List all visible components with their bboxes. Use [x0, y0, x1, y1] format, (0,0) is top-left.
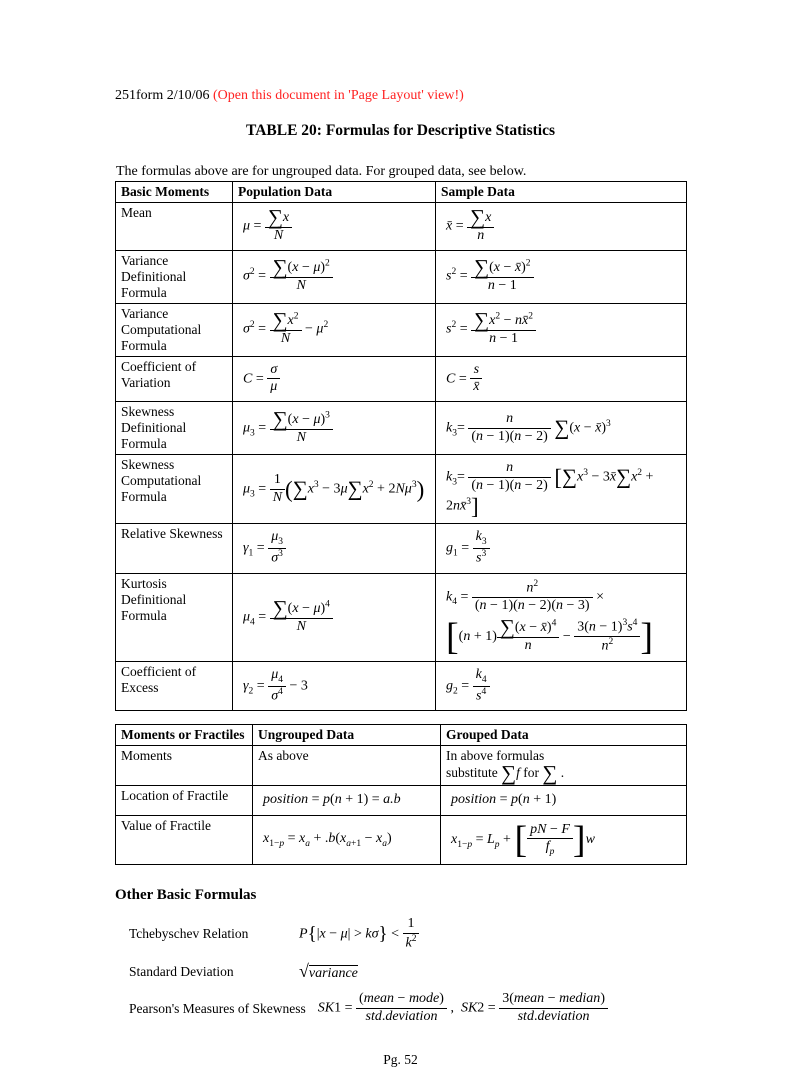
document-header-line [115, 88, 686, 104]
table-row [116, 661, 687, 711]
table-row [116, 523, 687, 573]
value-of-fractile-ungrouped-formula: $x_{1-p} = x_a + .b(x_{a+1} - x_a)$ [253, 816, 441, 865]
variance-definitional-sample-formula: $s^2$ = $\frac{\sum(x - x̄)^2}{n - 1}$ [436, 250, 687, 303]
t1-header-row [116, 182, 687, 203]
pearsons-skewness-formula: SK1 = (mean − mode) std.deviation , SK2 = 3(mean − median) std.deviation [318, 991, 608, 1026]
list-item [129, 991, 686, 1026]
standard-deviation-label: Standard Deviation [129, 963, 234, 979]
list-item [129, 916, 686, 952]
variance-computational-label: Variance Computational Formula [116, 303, 233, 356]
table-row [116, 455, 687, 524]
tchebyschev-relation-label: Tchebyschev Relation [129, 926, 249, 942]
value-of-fractile-label: Value of Fractile [116, 816, 253, 865]
table-row [116, 250, 687, 303]
doc-id: 251form 2/10/06 [115, 88, 210, 103]
value-of-fractile-grouped-formula: $x_{1-p} = L_p$ + [ $\frac{pN - F}{f_p}$ ]w [441, 816, 687, 865]
skewness-computational-label: Skewness Computational Formula [116, 455, 233, 524]
mean-sample-formula: x̄ = $\frac{\sum x}{n}$ [436, 203, 687, 251]
table-row [116, 356, 687, 402]
moments-ungrouped-text: As above [253, 746, 441, 786]
table-row [116, 816, 687, 865]
coefficient-of-variation-label: Coefficient of Variation [116, 356, 233, 402]
standard-deviation-formula: √variance [299, 961, 358, 982]
skewness-definitional-population-formula: $\mu_3$ = $\frac{\sum(x - \mu)^3}{N}$ [233, 402, 436, 455]
t1-header-sample-data: Sample Data [436, 182, 687, 203]
coefficient-of-excess-population-formula: $\gamma_2$ = $\frac{\mu_4}{\sigma^4}$ − 3 [233, 661, 436, 711]
moments-label: Moments [116, 746, 253, 786]
skewness-definitional-label: Skewness Definitional Formula [116, 402, 233, 455]
fractiles-table [115, 724, 687, 865]
table-row [116, 303, 687, 356]
page-title: TABLE 20: Formulas for Descriptive Statistics [246, 122, 555, 139]
variance-computational-sample-formula: $s^2$ = $\frac{\sum x^2 - nx̄^2}{n - 1}$ [436, 303, 687, 356]
table-row [116, 573, 687, 661]
table-row [116, 786, 687, 816]
tchebyschev-relation-formula: P{|x − μ| > kσ} < $\frac{1}{k^2}$ [299, 916, 419, 952]
coefficient-of-variation-sample-formula: C = $\frac{s}{x̄}$ [436, 356, 687, 402]
pearsons-skewness-label: Pearson's Measures of Skewness [129, 1000, 306, 1016]
page-number: Pg. 52 [383, 1052, 418, 1068]
t2-header-grouped-data: Grouped Data [441, 725, 687, 746]
mean-population-formula: μ = $\frac{\sum x}{N}$ [233, 203, 436, 251]
t2-header-ungrouped-data: Ungrouped Data [253, 725, 441, 746]
doc-warning: (Open this document in 'Page Layout' view!) [213, 88, 464, 103]
coefficient-of-excess-label: Coefficient of Excess [116, 661, 233, 711]
basic-moments-table [115, 181, 687, 711]
mean-label: Mean [116, 203, 233, 251]
skewness-computational-sample-formula: $k_3=$ $\frac{n}{(n - 1)(n - 2)}$ [$\sum x^3$ − $3x̄\sum x^2$ + 2nx̄$^3$] [436, 455, 687, 524]
relative-skewness-population-formula: $\gamma_1$ = $\frac{\mu_3}{\sigma^3}$ [233, 523, 436, 573]
list-item [129, 961, 686, 982]
location-of-fractile-label: Location of Fractile [116, 786, 253, 816]
other-basic-formulas-heading: Other Basic Formulas [115, 887, 257, 904]
table-row [116, 402, 687, 455]
skewness-definitional-sample-formula: $k_3=$ $\frac{n}{(n - 1)(n - 2)}$ ∑(x − x̄)$^3$ [436, 402, 687, 455]
t2-header-moments-or-fractiles: Moments or Fractiles [116, 725, 253, 746]
t2-header-row [116, 725, 687, 746]
coefficient-of-excess-sample-formula: $g_2$ = $\frac{k_4}{s^4}$ [436, 661, 687, 711]
t1-header-population-data: Population Data [233, 182, 436, 203]
table-row [116, 203, 687, 251]
t1-header-basic-moments: Basic Moments [116, 182, 233, 203]
variance-computational-population-formula: $\sigma^2$ = $\frac{\sum x^2}{N}$ − $\mu^2$ [233, 303, 436, 356]
kurtosis-definitional-sample-formula: $k_4$ = $\frac{n^2}{(n - 1)(n - 2)(n - 3)}$ × [(n + 1) $\frac{\sum(x - x̄)^4}{n}$ − $\frac{3(n - 1)^3s^4}{n^2}$ ] [436, 573, 687, 661]
variance-definitional-population-formula: $\sigma^2$ = $\frac{\sum(x - \mu)^2}{N}$ [233, 250, 436, 303]
kurtosis-definitional-population-formula: $\mu_4$ = $\frac{\sum(x - \mu)^4}{N}$ [233, 573, 436, 661]
relative-skewness-sample-formula: $g_1$ = $\frac{k_3}{s^3}$ [436, 523, 687, 573]
location-of-fractile-ungrouped-formula: position = p(n + 1) = a.b [253, 786, 441, 816]
skewness-computational-population-formula: $\mu_3$ = $\frac{1}{N}$ $(\sum x^3 - 3\mu\sum x^2 + 2N\mu^3)$ [233, 455, 436, 524]
moments-grouped-formula: In above formulas substitute ∑f for ∑ . [441, 746, 687, 786]
kurtosis-definitional-label: Kurtosis Definitional Formula [116, 573, 233, 661]
table-row [116, 746, 687, 786]
coefficient-of-variation-population-formula: C = $\frac{\sigma}{\mu}$ [233, 356, 436, 402]
relative-skewness-label: Relative Skewness [116, 523, 233, 573]
location-of-fractile-grouped-formula: position = p(n + 1) [441, 786, 687, 816]
variance-definitional-label: Variance Definitional Formula [116, 250, 233, 303]
intro-text: The formulas above are for ungrouped data. For grouped data, see below. [116, 164, 527, 179]
